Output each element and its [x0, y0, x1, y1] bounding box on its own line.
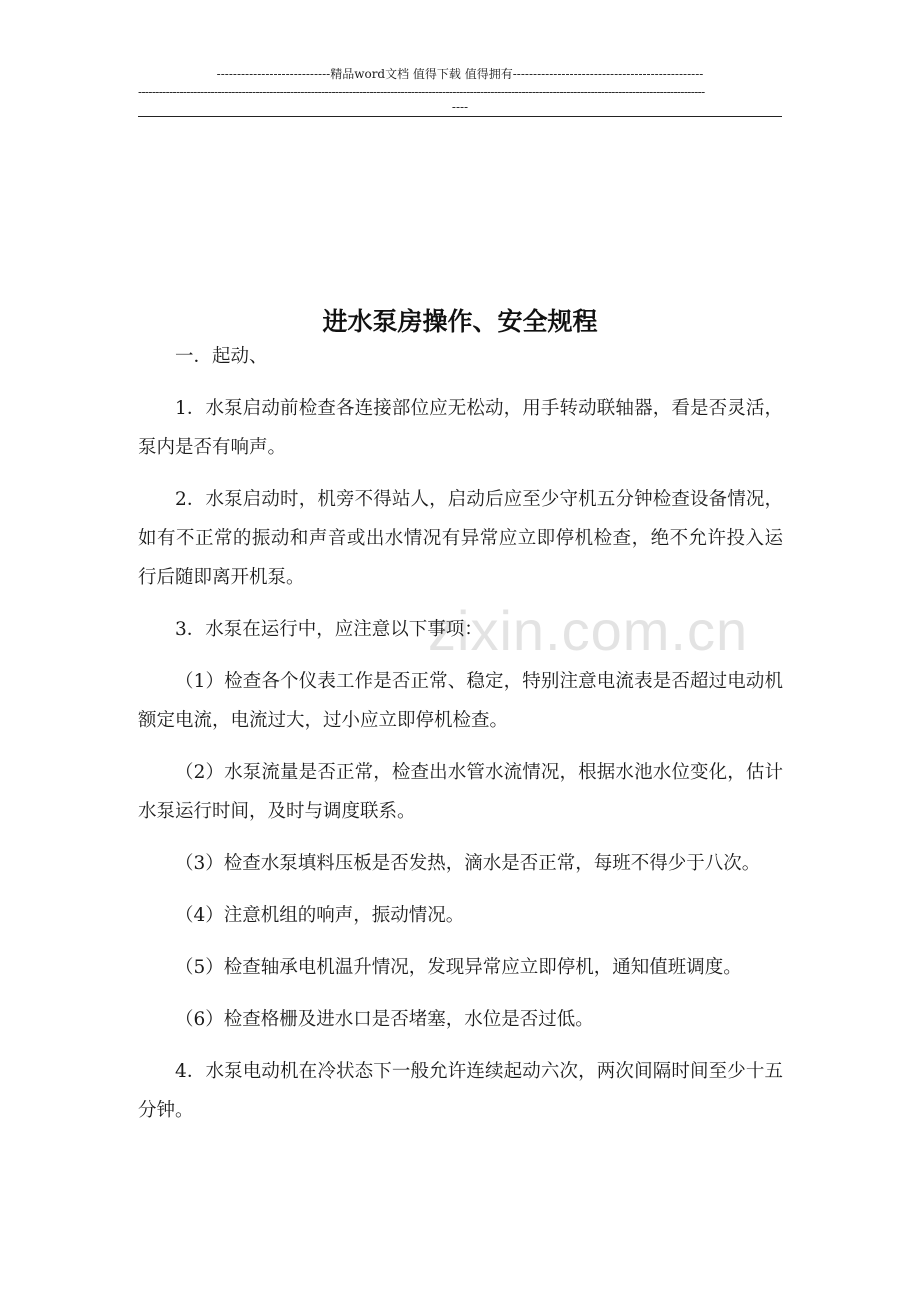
- watermark: zixin.com.cn: [428, 599, 749, 662]
- paragraph: 2．水泵启动时，机旁不得站人，启动后应至少守机五分钟检查设备情况，如有不正常的振动和声音或出水情况有异常应立即停机检查，绝不允许投入运行后随即离开机泵。: [138, 489, 783, 588]
- list-item: （1）检查各个仪表工作是否正常、稳定，特别注意电流表是否超过电动机额定电流，电流过大，过小应立即停机检查。: [138, 671, 783, 731]
- list-item: （6）检查格栅及进水口是否堵塞，水位是否过低。: [175, 1009, 594, 1030]
- paragraph: 1．水泵启动前检查各连接部位应无松动，用手转动联轴器，看是否灵活，泵内是否有响声。: [138, 398, 783, 458]
- header-divider: [138, 116, 782, 117]
- paragraph: 3．水泵在运行中，应注意以下事项：: [175, 619, 483, 640]
- header-dash-tail: ----: [451, 100, 469, 114]
- document-body: [138, 337, 783, 1143]
- header-banner: ----------------------------精品word文档 值得下载 值得拥有-----------------------------------------------: [216, 67, 704, 81]
- section-heading: 一．起动、: [175, 346, 268, 367]
- header-dash-line: --------------------------------------------------------------------------------------------------------------------------------------------------------------------: [138, 85, 705, 99]
- paragraph: 4．水泵电动机在冷状态下一般允许连续起动六次，两次间隔时间至少十五分钟。: [138, 1061, 783, 1121]
- list-item: （3）检查水泵填料压板是否发热，滴水是否正常，每班不得少于八次。: [175, 853, 761, 874]
- list-item: （2）水泵流量是否正常，检查出水管水流情况，根据水池水位变化，估计水泵运行时间，及时与调度联系。: [138, 762, 783, 822]
- list-item: （5）检查轴承电机温升情况，发现异常应立即停机，通知值班调度。: [175, 957, 742, 978]
- list-item: （4）注意机组的响声，振动情况。: [175, 905, 465, 926]
- document-title: 进水泵房操作、安全规程: [322, 306, 598, 336]
